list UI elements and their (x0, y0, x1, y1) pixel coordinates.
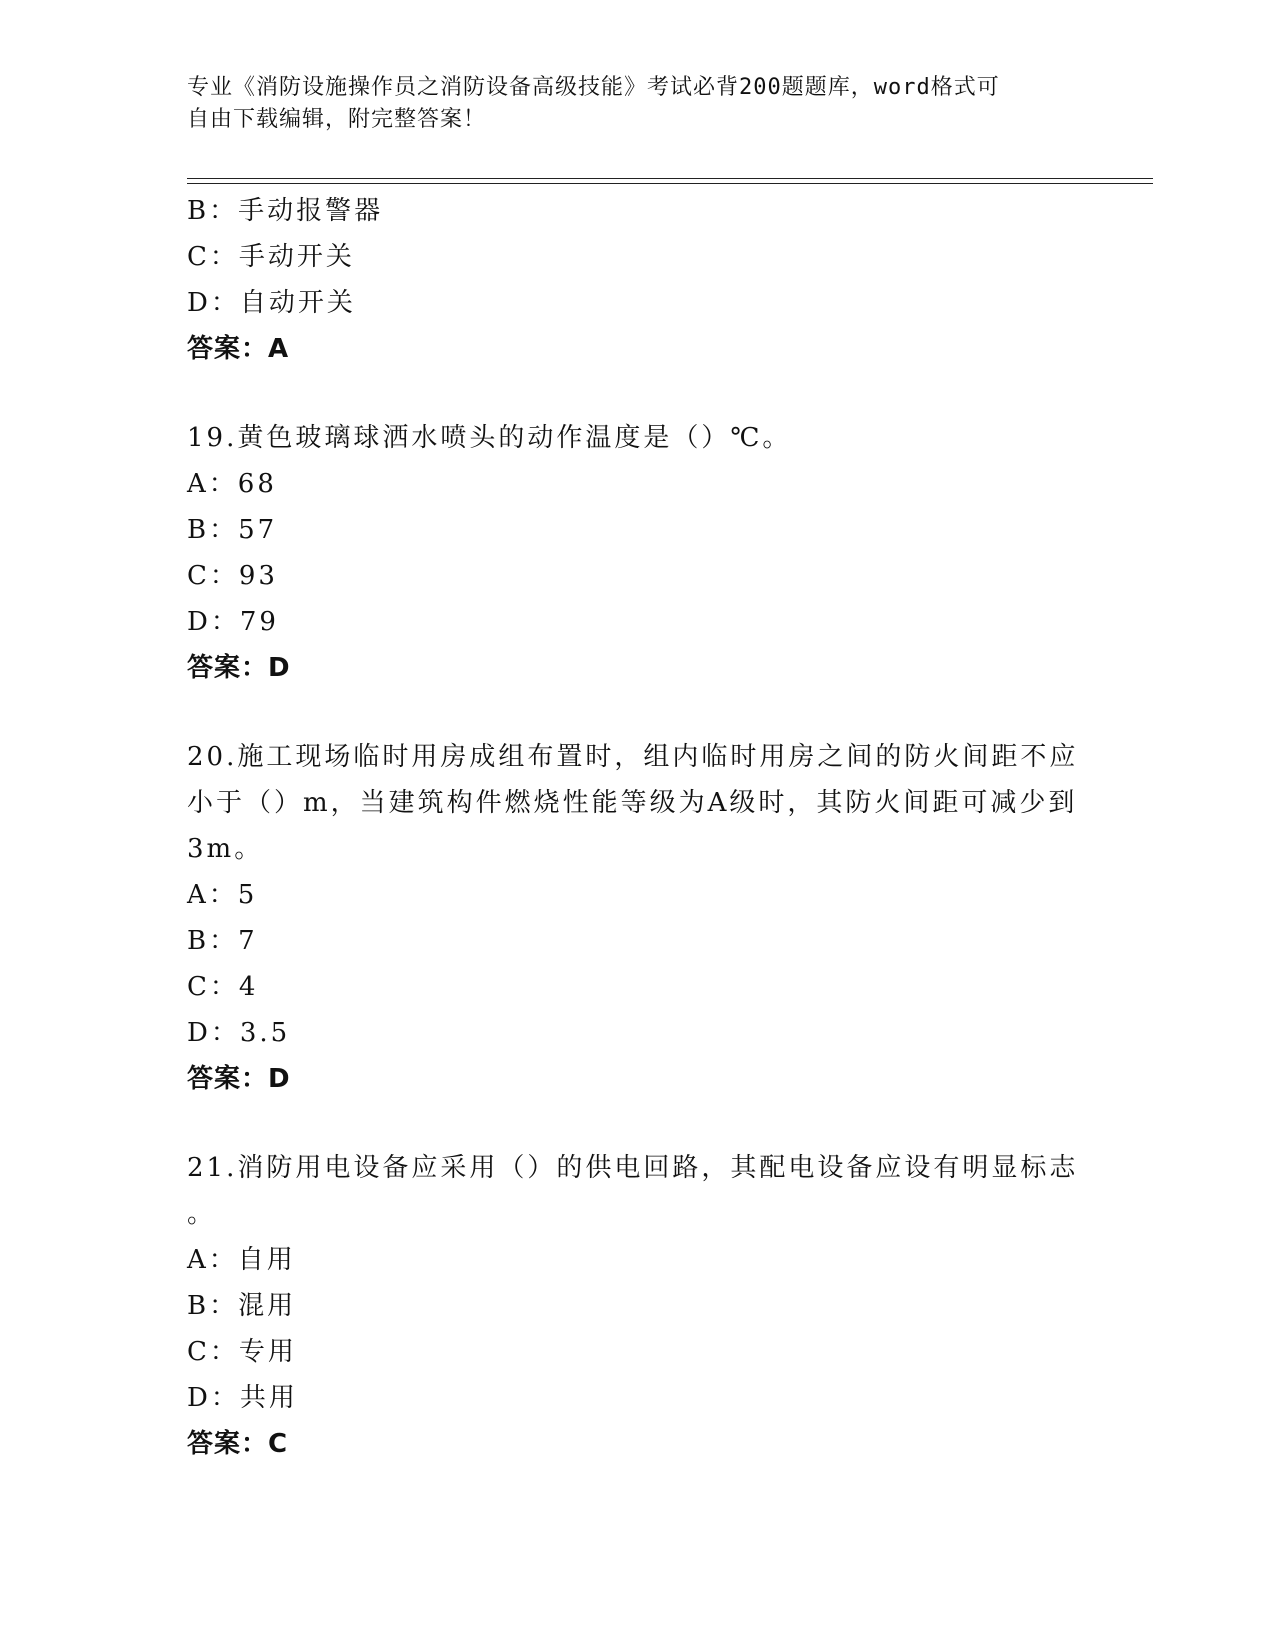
option-d: D：79 (187, 607, 279, 637)
option-a: A：5 (187, 880, 258, 910)
question-list (187, 188, 1087, 1467)
option-b: B：手动报警器 (187, 196, 384, 226)
question-text: 19.黄色玻璃球洒水喷头的动作温度是（）℃。 (187, 423, 792, 453)
option-c: C：4 (187, 972, 259, 1002)
header-line-1: 专业《消防设施操作员之消防设备高级技能》考试必背200题题库，word格式可 (187, 75, 1000, 100)
answer-label: 答案：D (187, 1064, 291, 1094)
answer-label: 答案：C (187, 1429, 289, 1459)
question-21 (187, 1145, 1087, 1467)
option-b: B：57 (187, 515, 278, 545)
option-a: A：自用 (187, 1245, 296, 1275)
option-b: B：混用 (187, 1291, 297, 1321)
option-a: A：68 (187, 469, 277, 499)
question-20 (187, 734, 1087, 1102)
option-d: D：共用 (187, 1383, 298, 1413)
question-19 (187, 415, 1087, 691)
question-18-tail (187, 188, 1087, 372)
option-d: D：3.5 (187, 1018, 291, 1048)
question-text-line-1: 20.施工现场临时用房成组布置时，组内临时用房之间的防火间距不应 (187, 742, 1079, 772)
answer-label: 答案：A (187, 334, 290, 364)
header-rule-bottom (187, 183, 1153, 184)
answer-label: 答案：D (187, 653, 291, 683)
question-text-line-2: 。 (187, 1199, 217, 1229)
option-c: C：手动开关 (187, 242, 355, 272)
question-text-line-1: 21.消防用电设备应采用（）的供电回路，其配电设备应设有明显标志 (187, 1153, 1079, 1183)
option-b: B：7 (187, 926, 258, 956)
question-text-line-3: 3m。 (187, 834, 264, 864)
option-c: C：93 (187, 561, 278, 591)
option-c: C：专用 (187, 1337, 297, 1367)
option-d: D：自动开关 (187, 288, 356, 318)
question-text-line-2: 小于（）m，当建筑构件燃烧性能等级为A级时，其防火间距可减少到 (187, 788, 1078, 818)
document-header (187, 72, 1067, 136)
header-line-2: 自由下载编辑，附完整答案！ (187, 107, 487, 132)
header-rule-top (187, 178, 1153, 179)
